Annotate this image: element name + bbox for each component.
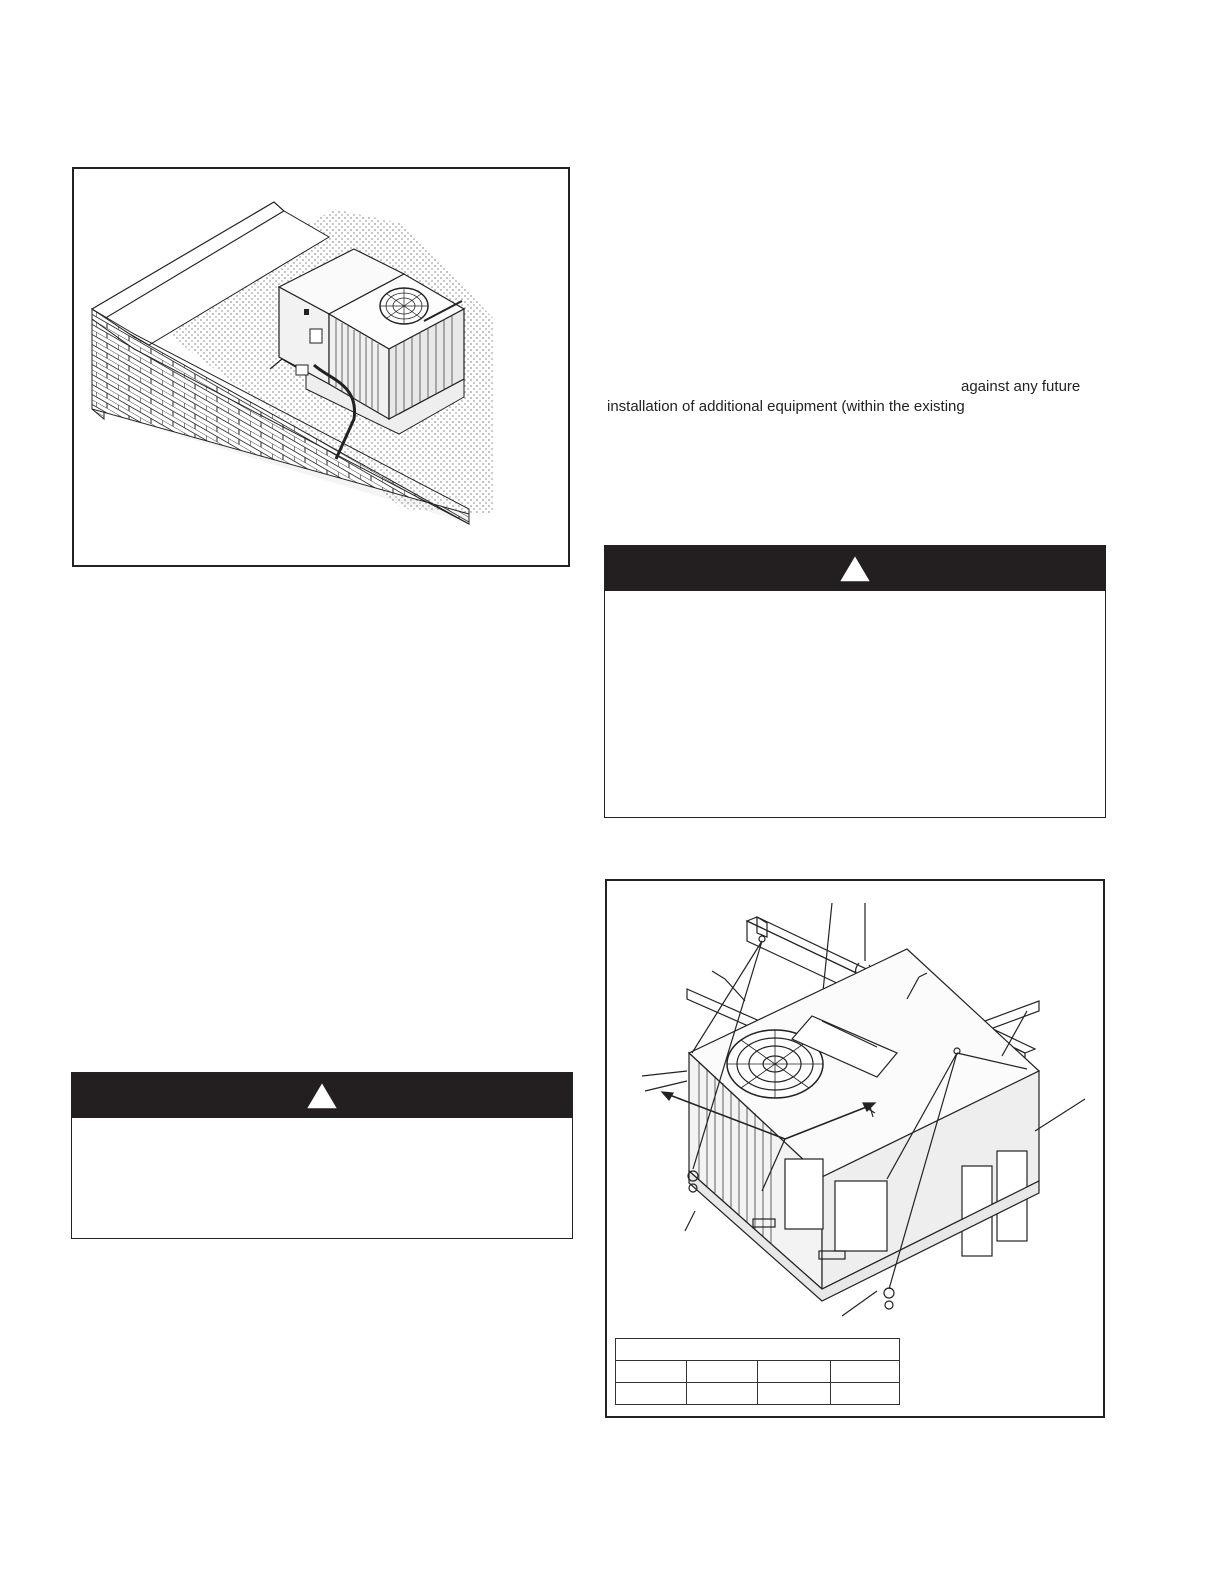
table-cell xyxy=(758,1361,831,1383)
table-cell xyxy=(831,1383,900,1405)
table-cell xyxy=(687,1361,758,1383)
table-header-row xyxy=(616,1339,900,1361)
table-cell xyxy=(616,1361,687,1383)
rigging-illustration xyxy=(607,881,1103,1416)
table-row xyxy=(616,1361,900,1383)
warning-box-right xyxy=(604,545,1106,818)
warning-triangle-icon xyxy=(837,553,873,584)
warning-header-left xyxy=(72,1073,572,1118)
body-text-line-2: installation of additional equipment (within the existing xyxy=(607,398,965,415)
warning-triangle-icon xyxy=(304,1080,340,1111)
table-cell xyxy=(831,1361,900,1383)
rigging-figure xyxy=(605,879,1105,1418)
warning-header-right xyxy=(605,546,1105,591)
table-header-cell xyxy=(616,1339,900,1361)
warning-box-left xyxy=(71,1072,573,1239)
body-text-line-1: against any future xyxy=(961,378,1081,395)
table-cell xyxy=(687,1383,758,1405)
table-cell xyxy=(758,1383,831,1405)
table-cell xyxy=(616,1383,687,1405)
enclosure-illustration xyxy=(74,169,568,565)
enclosure-figure xyxy=(72,167,570,567)
rigging-weight-table xyxy=(615,1338,900,1405)
table-row xyxy=(616,1383,900,1405)
